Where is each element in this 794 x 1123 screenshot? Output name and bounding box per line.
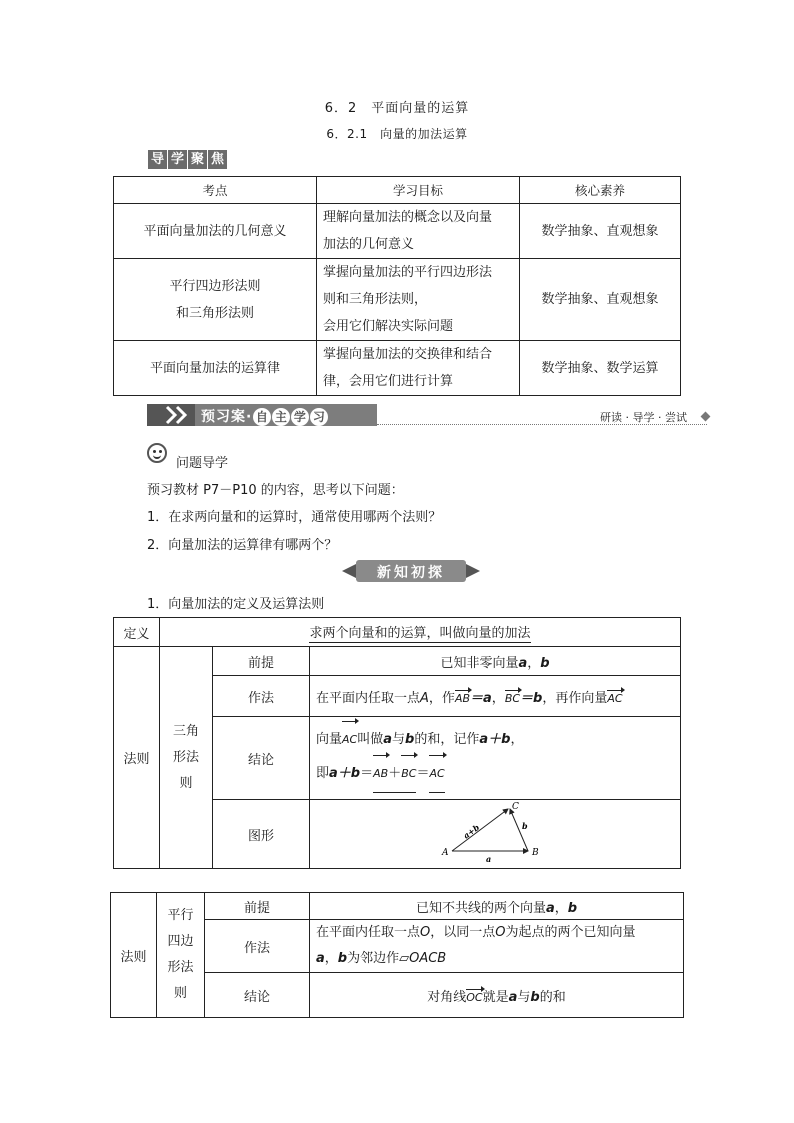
question-1: 1．在求两向量和的运算时，通常使用哪两个法则？: [147, 510, 442, 525]
table-row: 平面向量加法的运算律 掌握向量加法的交换律和结合 律，会用它们进行计算 数学抽象、数学运算: [114, 341, 681, 396]
guide-heading: 问题导学: [176, 456, 229, 471]
subsection-title: 6．2.1 向量的加法运算: [326, 127, 468, 141]
section1-heading: 1．向量加法的定义及运算法则: [147, 597, 325, 612]
svg-text:a: a: [486, 854, 492, 863]
new-knowledge-ribbon: 新知初探: [342, 560, 480, 582]
study-focus-badge: 导 学 聚 焦: [148, 150, 227, 169]
chevron-icon: [147, 404, 195, 426]
parallelogram-rule-table: 法则 平行 四边 形法 则 前提 已知不共线的两个向量a，b 作法 在平面内任取一点O，以同一点O为起点的两个已知向量 a，b为邻边作▱OACB 结论 对角线OC就是a与b的和: [110, 892, 684, 1018]
svg-text:b: b: [522, 821, 528, 831]
question-2: 2．向量加法的运算律有哪两个？: [147, 538, 338, 553]
objectives-table: 考点 学习目标 核心素养 平面向量加法的几何意义 理解向量加法的概念以及向量 加法的几何意义 数学抽象、直观想象 平行四边形法则 和三角形法则 掌握向量加法的平行四边形法 则和三角形法则， 会用它们解决实际问题 数学抽象、直观想象 平面向量加法的运算律 掌握向量加法的交换律和结合 律，会用它们进行计算 数学抽象、数学运算: [113, 176, 681, 396]
table-row: 平行四边形法则 和三角形法则 掌握向量加法的平行四边形法 则和三角形法则， 会用它们解决实际问题 数学抽象、直观想象: [114, 259, 681, 341]
section-title: 6．2 平面向量的运算: [324, 101, 470, 116]
triangle-rule-table: 定义 求两个向量和的运算，叫做向量的加法 法则 三角 形法 则 前提 已知非零向量a，b 作法 在平面内任取一点A，作AB＝a，BC＝b，再作向量AC 结论 向量AC叫做a与b的和，记作a＋b， 即a＋b＝AB＋BC＝AC 图形 A B C a b a+b: [113, 617, 681, 869]
svg-text:B: B: [532, 848, 539, 858]
table-row: 平面向量加法的几何意义 理解向量加法的概念以及向量 加法的几何意义 数学抽象、直观想象: [114, 204, 681, 259]
svg-text:A: A: [442, 848, 449, 858]
guide-intro: 预习教材 P7－P10 的内容，思考以下问题：: [147, 483, 404, 498]
svg-text:C: C: [512, 802, 519, 812]
svg-text:a+b: a+b: [461, 822, 482, 841]
diamond-icon: [701, 412, 711, 422]
definition-text: 求两个向量和的运算，叫做向量的加法: [309, 622, 530, 643]
smiley-icon: [147, 443, 167, 463]
preview-banner: 预习案· 自 主 学 习 研读 · 导学 · 尝试: [147, 404, 715, 426]
triangle-figure: [440, 801, 550, 863]
